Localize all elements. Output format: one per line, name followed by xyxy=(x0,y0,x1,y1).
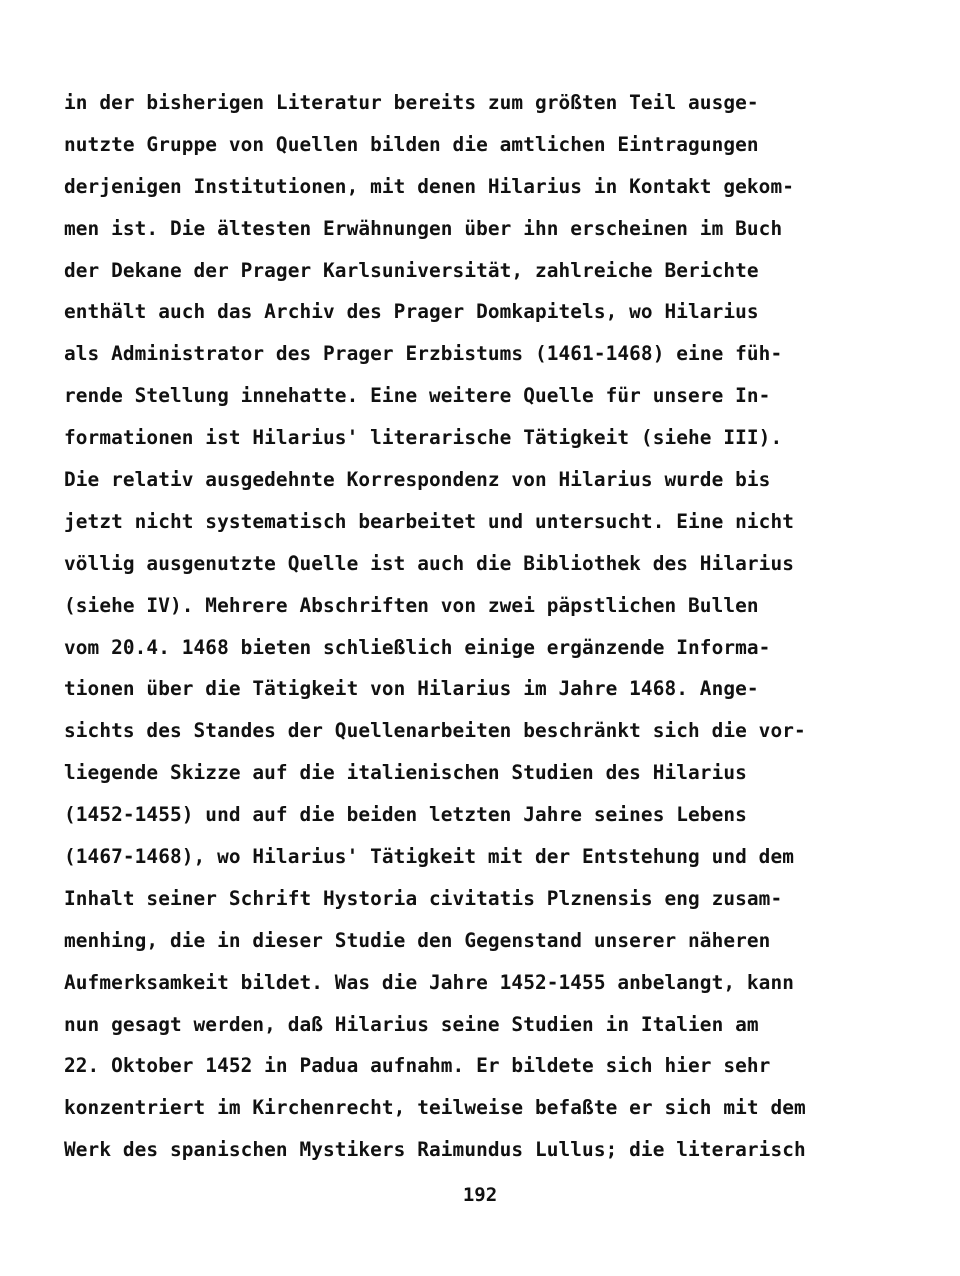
text-line: tionen über die Tätigkeit von Hilarius im Jahre 1468. Ange- xyxy=(64,677,759,701)
text-line: jetzt nicht systematisch bearbeitet und untersucht. Eine nicht xyxy=(64,509,794,533)
text-line: (1467-1468), wo Hilarius' Tätigkeit mit der Entstehung und dem xyxy=(64,845,794,869)
text-line: rende Stellung innehatte. Eine weitere Quelle für unsere In- xyxy=(64,384,771,408)
text-line: (siehe IV). Mehrere Abschriften von zwei päpstlichen Bullen xyxy=(64,593,759,617)
text-line: enthält auch das Archiv des Prager Domkapitels, wo Hilarius xyxy=(64,300,759,324)
text-line: sichts des Standes der Quellenarbeiten beschränkt sich die vor- xyxy=(64,719,806,743)
text-line: Aufmerksamkeit bildet. Was die Jahre 1452-1455 anbelangt, kann xyxy=(64,970,794,994)
text-line: Inhalt seiner Schrift Hystoria civitatis Plznensis eng zusam- xyxy=(64,886,783,910)
text-line: Die relativ ausgedehnte Korrespondenz von Hilarius wurde bis xyxy=(64,468,771,492)
text-line: als Administrator des Prager Erzbistums (1461-1468) eine füh- xyxy=(64,342,783,366)
text-line: men ist. Die ältesten Erwähnungen über ihn erscheinen im Buch xyxy=(64,216,783,240)
text-line: (1452-1455) und auf die beiden letzten Jahre seines Lebens xyxy=(64,803,747,827)
text-line: völlig ausgenutzte Quelle ist auch die Bibliothek des Hilarius xyxy=(64,551,794,575)
text-line: menhing, die in dieser Studie den Gegenstand unserer näheren xyxy=(64,928,771,952)
text-line: formationen ist Hilarius' literarische Tätigkeit (siehe III). xyxy=(64,426,783,450)
text-line: der Dekane der Prager Karlsuniversität, zahlreiche Berichte xyxy=(64,258,759,282)
text-line: in der bisherigen Literatur bereits zum größten Teil ausge- xyxy=(64,91,759,114)
text-line: liegende Skizze auf die italienischen Studien des Hilarius xyxy=(64,761,747,785)
text-line: 22. Oktober 1452 in Padua aufnahm. Er bildete sich hier sehr xyxy=(64,1054,771,1078)
text-line: Werk des spanischen Mystikers Raimundus Lullus; die literarisch xyxy=(64,1138,806,1162)
text-line: nutzte Gruppe von Quellen bilden die amtlichen Eintragungen xyxy=(64,132,759,156)
text-line: nun gesagt werden, daß Hilarius seine Studien in Italien am xyxy=(64,1012,759,1036)
body-text xyxy=(64,82,884,1171)
text-line: derjenigen Institutionen, mit denen Hilarius in Kontakt gekom- xyxy=(64,174,794,198)
text-line: konzentriert im Kirchenrecht, teilweise befaßte er sich mit dem xyxy=(64,1096,806,1120)
text-line: vom 20.4. 1468 bieten schließlich einige ergänzende Informa- xyxy=(64,635,771,659)
page-number: 192 xyxy=(462,1184,498,1206)
